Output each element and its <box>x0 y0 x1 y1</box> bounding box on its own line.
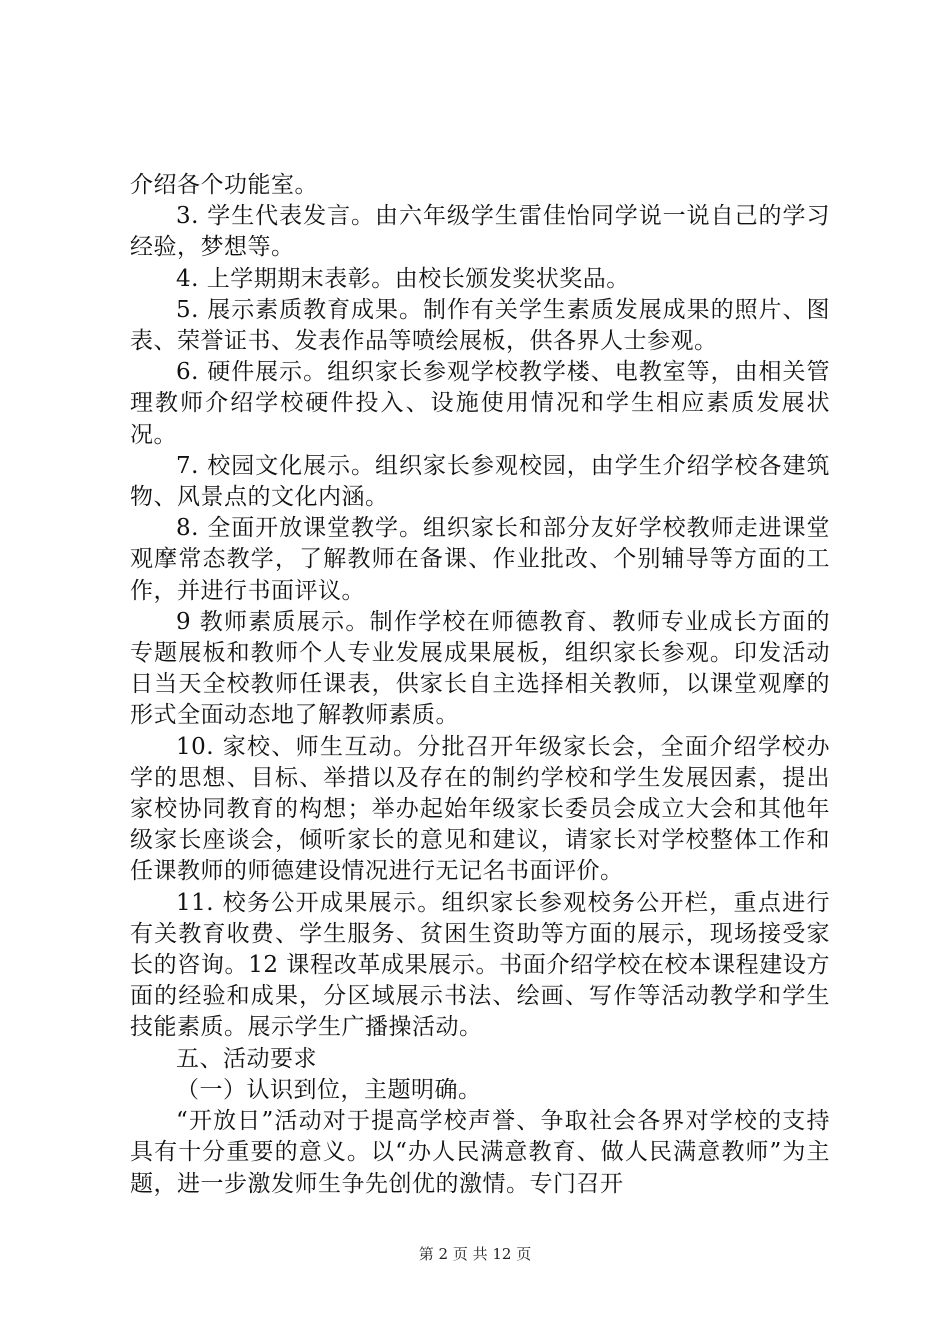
body-paragraph: 7. 校园文化展示。组织家长参观校园，由学生介绍学校各建筑物、风景点的文化内涵。 <box>130 452 830 511</box>
body-paragraph: 介绍各个功能室。 <box>130 172 318 198</box>
body-paragraph: 10. 家校、师生互动。分批召开年级家长会，全面介绍学校办学的思想、目标、举措以及存在的制约学校和学生发展因素，提出家校协同教育的构想；举办起始年级家长委员会成立大会和其他年级家长座谈会，倾听家长的意见和建议，请家长对学校整体工作和任课教师的师德建设情况进行无记名书面评价。 <box>130 733 830 885</box>
body-paragraph: 4. 上学期期末表彰。由校长颁发奖状奖品。 <box>176 265 630 292</box>
body-paragraph: 5. 展示素质教育成果。制作有关学生素质发展成果的照片、图表、荣誉证书、发表作品等喷绘展板，供各界人士参观。 <box>130 296 830 355</box>
body-paragraph: 3. 学生代表发言。由六年级学生雷佳怡同学说一说自己的学习经验，梦想等。 <box>130 203 830 261</box>
page-footer: 第 2 页 共 12 页 <box>418 1245 532 1263</box>
body-paragraph: （一）认识到位，主题明确。 <box>176 1076 482 1103</box>
body-paragraph: 9 教师素质展示。制作学校在师德教育、教师专业成长方面的专题展板和教师个人专业发展成果展板，组织家长参观。印发活动日当天全校教师任课表，供家长自主选择相关教师，以课堂观摩的形式全面动态地了解教师素质。 <box>130 608 830 729</box>
body-paragraph: 6. 硬件展示。组织家长参观学校教学楼、电教室等，由相关管理教师介绍学校硬件投入、设施使用情况和学生相应素质发展状况。 <box>130 359 830 448</box>
body-paragraph: 11. 校务公开成果展示。组织家长参观校务公开栏，重点进行有关教育收费、学生服务、贫困生资助等方面的展示，现场接受家长的咨询。12 课程改革成果展示。书面介绍学校在校本课程建设方面的经验和成果，分区域展示书法、绘画、写作等活动教学和学生技能素质。展示学生广播操活动。 <box>130 889 830 1041</box>
document-body <box>130 170 830 1200</box>
body-paragraph: 8. 全面开放课堂教学。组织家长和部分友好学校教师走进课堂观摩常态教学，了解教师在备课、作业批改、个别辅导等方面的工作，并进行书面评议。 <box>130 515 830 604</box>
body-paragraph: “开放日”活动对于提高学校声誉、争取社会各界对学校的支持具有十分重要的意义。以“办人民满意教育、做人民满意教师”为主题，进一步激发师生争先创优的激情。专门召开 <box>130 1108 830 1197</box>
body-paragraph: 五、活动要求 <box>176 1045 317 1072</box>
